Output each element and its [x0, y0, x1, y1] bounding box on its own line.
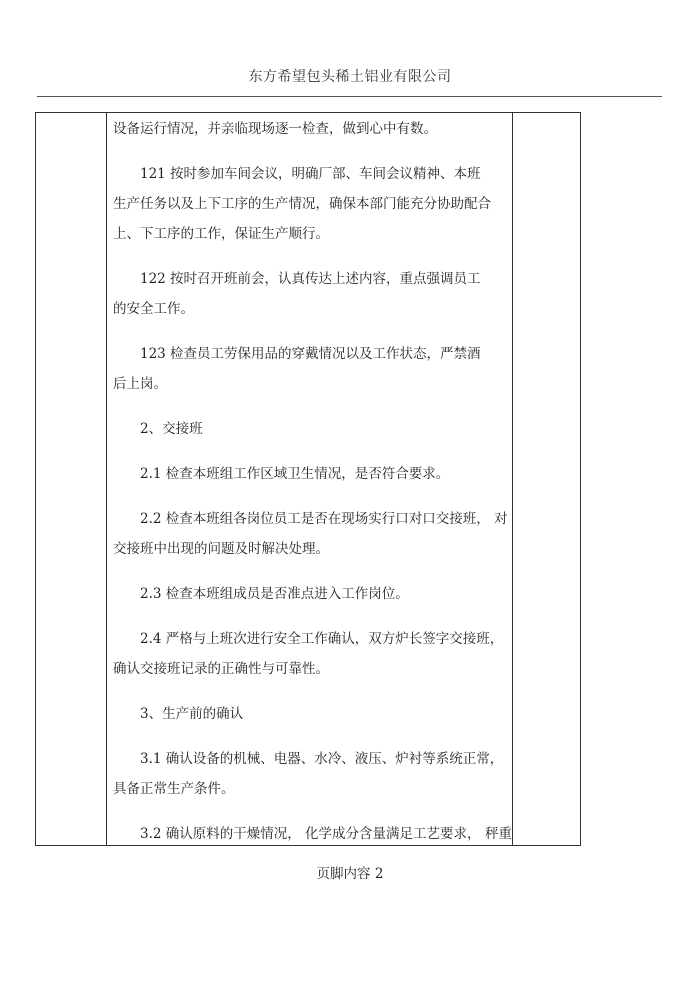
paragraph-line: 交接班中出现的问题及时解决处理。 [113, 541, 329, 557]
paragraph-line: 3、生产前的确认 [140, 706, 244, 722]
paragraph-line: 2.1 检查本班组工作区域卫生情况，是否符合要求。 [140, 466, 450, 482]
paragraph-line: 3.2 确认原料的干燥情况， 化学成分含量满足工艺要求， 秤重 [140, 826, 512, 842]
paragraph-line: 后上岗。 [113, 376, 167, 392]
paragraph-line: 的安全工作。 [113, 301, 194, 317]
paragraph-line: 122 按时召开班前会，认真传达上述内容，重点强调员工 [140, 271, 481, 287]
paragraph [113, 459, 507, 489]
paragraph [113, 579, 507, 609]
company-name: 东方希望包头稀土铝业有限公司 [248, 69, 452, 85]
paragraph [113, 504, 507, 564]
paragraph [113, 744, 507, 804]
paragraph [113, 819, 512, 849]
paragraph-line: 121 按时参加车间会议，明确厂部、车间会议精神、本班 [140, 166, 481, 182]
paragraph-line: 123 检查员工劳保用品的穿戴情况以及工作状态，严禁酒 [140, 346, 481, 362]
paragraph [113, 264, 507, 324]
paragraph-line: 上、下工序的工作，保证生产顺行。 [113, 226, 329, 242]
paragraph [113, 414, 507, 444]
paragraph-line: 2.4 严格与上班次进行安全工作确认，双方炉长签字交接班， [140, 631, 504, 647]
header-divider [37, 96, 662, 97]
paragraph-line: 生产任务以及上下工序的生产情况，确保本部门能充分协助配合 [113, 196, 491, 212]
paragraph [113, 159, 507, 249]
paragraph [113, 339, 507, 399]
paragraph-line: 2、交接班 [140, 421, 203, 437]
table-column-divider-left [106, 112, 107, 846]
paragraph-line: 具备正常生产条件。 [113, 781, 235, 797]
paragraph [113, 114, 507, 144]
paragraph-line: 2.3 检查本班组成员是否准点进入工作岗位。 [140, 586, 409, 602]
paragraph-line: 设备运行情况，并亲临现场逐一检查，做到心中有数。 [113, 121, 437, 137]
page-footer: 页脚内容 2 [316, 866, 384, 882]
paragraph-line: 确认交接班记录的正确性与可靠性。 [113, 661, 329, 677]
paragraph [113, 699, 507, 729]
paragraph-line: 3.1 确认设备的机械、电器、水冷、液压、炉衬等系统正常， [140, 751, 504, 767]
paragraph-line: 2.2 检查本班组各岗位员工是否在现场实行口对口交接班， 对 [140, 511, 508, 527]
paragraph [113, 624, 507, 684]
table-content-cell [113, 114, 512, 864]
table-column-divider-right [512, 112, 513, 846]
